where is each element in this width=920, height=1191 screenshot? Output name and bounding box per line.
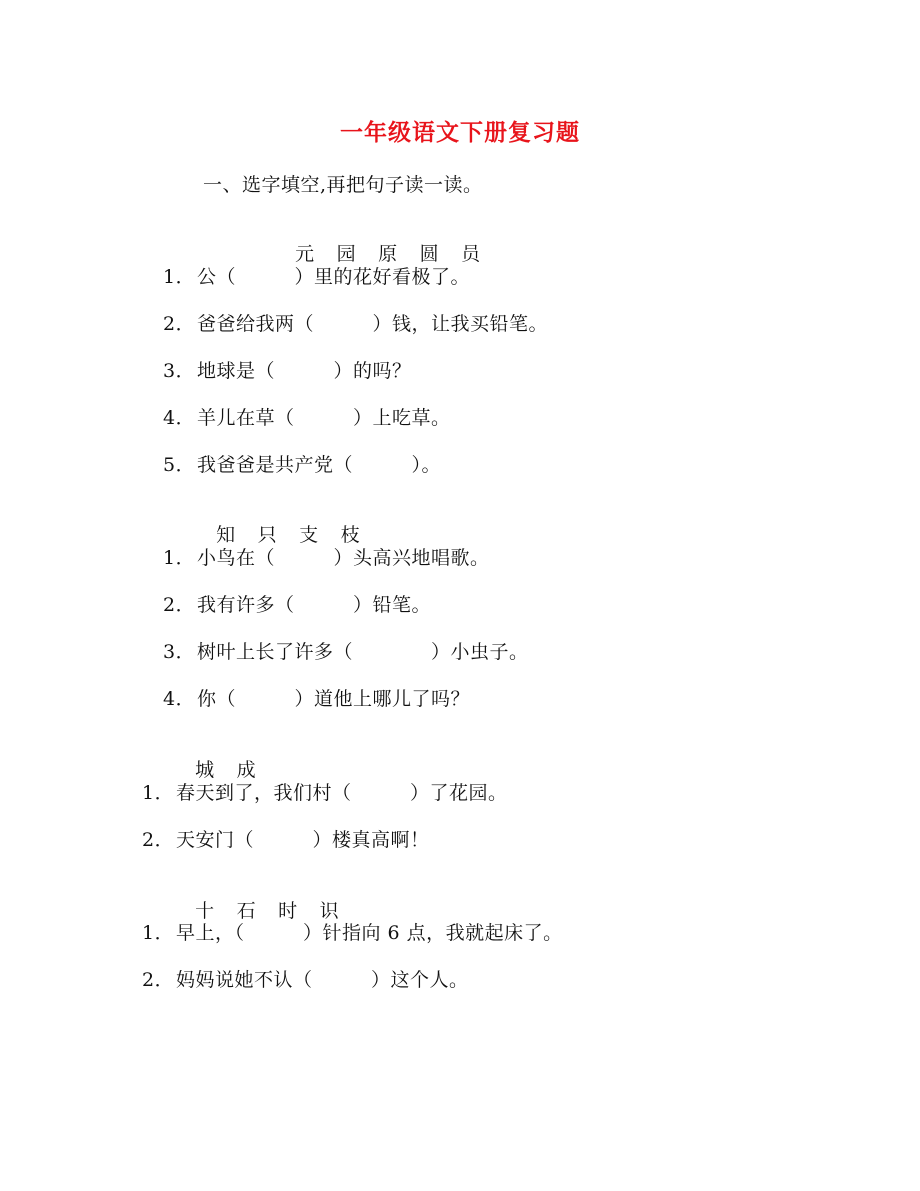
question-number: 1．: [163, 547, 196, 569]
char-option: 元: [295, 243, 315, 265]
char-option: 成: [236, 759, 257, 781]
question-number: 5．: [163, 454, 196, 476]
question-text: 妈妈说她不认（ ）这个人。: [176, 969, 469, 991]
question-number: 4．: [163, 688, 196, 710]
question-number: 1．: [142, 782, 175, 804]
char-option: 原: [378, 243, 398, 265]
char-option: 知: [216, 524, 236, 546]
question-item: [163, 640, 529, 664]
instruction: 一、选字填空,再把句子读一读。: [203, 174, 483, 196]
char-options-group-3: [182, 734, 278, 782]
question-item: [163, 687, 470, 711]
char-option: 员: [461, 243, 481, 265]
question-text: 小鸟在（ ）头高兴地唱歌。: [197, 547, 490, 569]
question-text: 天安门（ ）楼真高啊！: [176, 829, 430, 851]
char-options-group-2: [203, 499, 382, 547]
question-text: 爸爸给我两（ ）钱，让我买铅笔。: [197, 313, 549, 335]
question-item: [142, 921, 563, 945]
question-number: 2．: [163, 313, 196, 335]
question-item: [142, 828, 430, 852]
question-text: 公（ ）里的花好看极了。: [197, 266, 471, 288]
char-options-group-4: [182, 875, 361, 923]
question-number: 1．: [142, 922, 175, 944]
question-text: 早上，（ ）针指向 6 点，我就起床了。: [176, 922, 563, 944]
page-title: 一年级语文下册复习题: [340, 120, 580, 146]
question-item: [163, 593, 431, 617]
question-item: [163, 453, 441, 477]
char-options-group-1: [282, 218, 503, 266]
question-item: [163, 546, 490, 570]
question-text: 春天到了，我们村（ ）了花园。: [176, 782, 508, 804]
char-option: 枝: [340, 524, 361, 546]
question-text: 树叶上长了许多（ ）小虫子。: [197, 641, 529, 663]
char-option: 识: [319, 900, 340, 922]
question-number: 3．: [163, 360, 196, 382]
char-option: 圆: [419, 243, 440, 265]
question-text: 我爸爸是共产党（ ）。: [197, 454, 442, 476]
question-item: [163, 312, 548, 336]
question-number: 2．: [142, 829, 175, 851]
question-number: 2．: [163, 594, 196, 616]
char-option: 时: [278, 900, 298, 922]
char-option: 支: [299, 524, 319, 546]
question-item: [163, 265, 470, 289]
question-text: 我有许多（ ）铅笔。: [197, 594, 432, 616]
char-option: 只: [257, 524, 278, 546]
char-option: 园: [336, 243, 357, 265]
char-option: 十: [195, 900, 215, 922]
question-text: 地球是（ ）的吗？: [197, 360, 412, 382]
char-option: 城: [195, 759, 215, 781]
question-number: 3．: [163, 641, 196, 663]
question-item: [163, 406, 451, 430]
question-number: 4．: [163, 407, 196, 429]
question-item: [163, 359, 412, 383]
char-option: 石: [236, 900, 257, 922]
question-number: 2．: [142, 969, 175, 991]
question-text: 羊儿在草（ ）上吃草。: [197, 407, 451, 429]
question-text: 你（ ）道他上哪儿了吗？: [197, 688, 471, 710]
question-item: [142, 968, 469, 992]
question-number: 1．: [163, 266, 196, 288]
question-item: [142, 781, 508, 805]
